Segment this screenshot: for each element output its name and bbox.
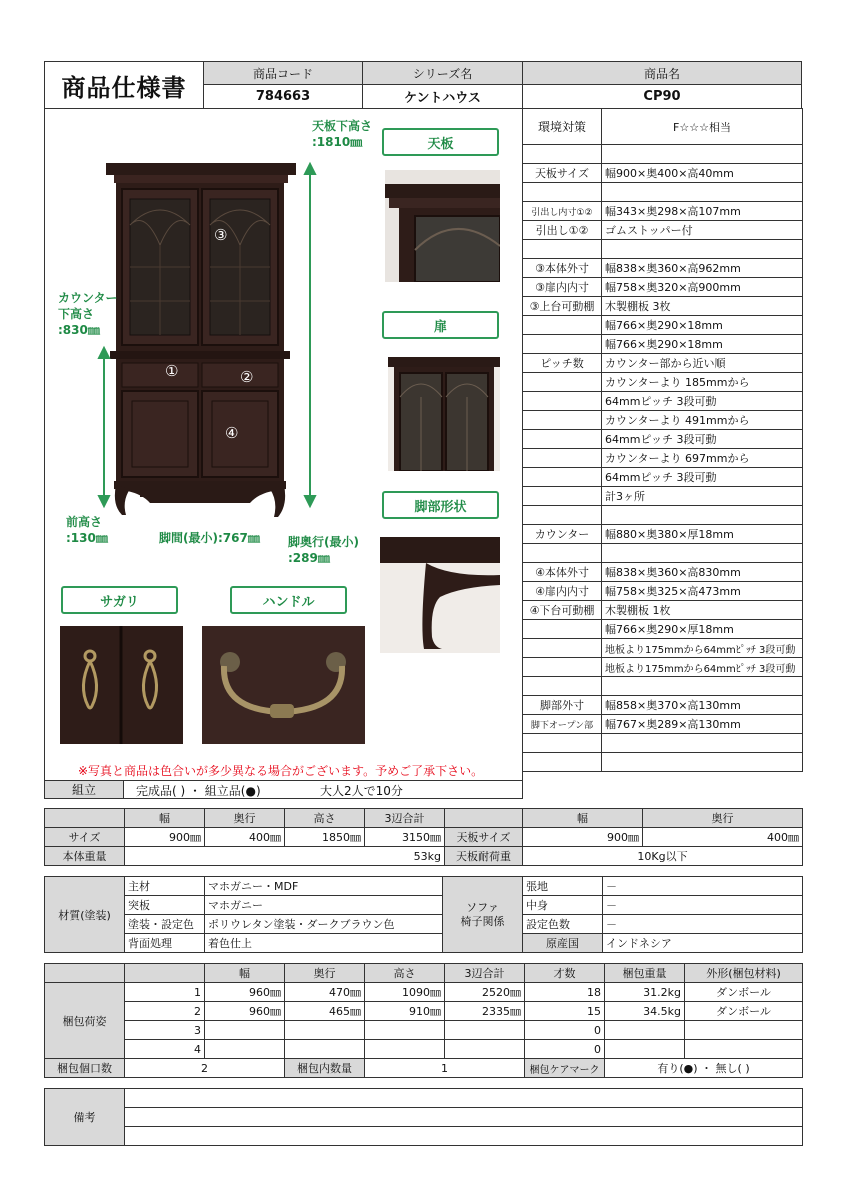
packing-cell-mat xyxy=(685,1040,803,1059)
size-sum: 3150㎜ xyxy=(365,828,445,847)
name-label: 商品名 xyxy=(522,61,802,85)
door-photo xyxy=(388,357,500,471)
spec-row xyxy=(523,392,803,411)
spec-row xyxy=(523,677,803,696)
spec-label xyxy=(523,411,602,430)
sofa-key-1: 張地 xyxy=(523,877,603,896)
spec-label: ピッチ数 xyxy=(523,354,602,373)
weight-value: 53kg xyxy=(125,847,445,866)
spec-value: 幅900×奥400×高40mm xyxy=(602,164,803,183)
spec-value: 木製棚板 3枚 xyxy=(602,297,803,316)
top-header-depth: 奥行 xyxy=(643,809,803,828)
packing-cell-sai: 0 xyxy=(525,1021,605,1040)
packing-row xyxy=(45,1002,803,1021)
material-key-3: 塗装・設定色 xyxy=(125,915,205,934)
spec-value: 計3ヶ所 xyxy=(602,487,803,506)
leg-gap-dim: 脚間(最小):767㎜ xyxy=(159,531,260,545)
spec-label xyxy=(523,487,602,506)
marker-2: ② xyxy=(240,368,254,386)
spec-table xyxy=(522,108,803,772)
packing-cell-mat: ダンボール xyxy=(685,1002,803,1021)
spec-row xyxy=(523,696,803,715)
material-value-4: 着色仕上 xyxy=(205,934,443,953)
handle-label: ハンドル xyxy=(230,586,347,614)
packing-cell-d xyxy=(285,1040,365,1059)
assembly-label: 組立 xyxy=(44,780,124,799)
spec-label xyxy=(523,240,602,259)
spec-row xyxy=(523,582,803,601)
spec-value: 幅758×奥325×高473mm xyxy=(602,582,803,601)
spec-value xyxy=(602,240,803,259)
packing-cell-d xyxy=(285,1021,365,1040)
packing-row xyxy=(45,1021,803,1040)
packing-cell-d: 470㎜ xyxy=(285,983,365,1002)
packing-cell-sai: 0 xyxy=(525,1040,605,1059)
series-value: ケントハウス xyxy=(362,84,523,109)
pack-count-label: 梱包個口数 xyxy=(45,1059,125,1078)
size-header-height: 高さ xyxy=(285,809,365,828)
packing-cell-h xyxy=(365,1021,445,1040)
packing-cell-sai: 15 xyxy=(525,1002,605,1021)
spec-value: 幅880×奥380×厚18mm xyxy=(602,525,803,544)
counter-height-dim: カウンター 下高さ :830㎜ xyxy=(58,291,118,337)
spec-label xyxy=(523,449,602,468)
spec-label xyxy=(523,734,602,753)
packing-footer-row xyxy=(45,1059,803,1078)
spec-label xyxy=(523,316,602,335)
material-value-2: マホガニー xyxy=(205,896,443,915)
spec-label: 引出し①② xyxy=(523,221,602,240)
spec-label xyxy=(523,506,602,525)
spec-label xyxy=(523,392,602,411)
weight-label: 本体重量 xyxy=(45,847,125,866)
top-size-label: 天板サイズ xyxy=(445,828,523,847)
packing-label: 梱包荷姿 xyxy=(45,983,125,1059)
packing-cell-sum: 2335㎜ xyxy=(445,1002,525,1021)
size-header-depth: 奥行 xyxy=(205,809,285,828)
pack-inner-value: 1 xyxy=(365,1059,525,1078)
spec-value: 幅766×奥290×18mm xyxy=(602,335,803,354)
pack-care-label: 梱包ケアマーク xyxy=(525,1059,605,1078)
spec-row xyxy=(523,109,803,145)
packing-cell-sum: 2520㎜ xyxy=(445,983,525,1002)
packing-cell-w: 960㎜ xyxy=(205,983,285,1002)
spec-label xyxy=(523,373,602,392)
door-label: 扉 xyxy=(382,311,499,339)
front-height-dim: 前高さ :130㎜ xyxy=(66,515,108,545)
material-value-1: マホガニー・MDF xyxy=(205,877,443,896)
spec-label: ③上台可動棚 xyxy=(523,297,602,316)
pack-count-value: 2 xyxy=(125,1059,285,1078)
spec-value xyxy=(602,734,803,753)
material-key-4: 背面処理 xyxy=(125,934,205,953)
top-photo xyxy=(385,170,500,282)
spec-row xyxy=(523,753,803,772)
spec-value: カウンターより 491mmから xyxy=(602,411,803,430)
top-size-depth: 400㎜ xyxy=(643,828,803,847)
series-label: シリーズ名 xyxy=(362,61,523,85)
material-value-3: ポリウレタン塗装・ダークブラウン色 xyxy=(205,915,443,934)
pack-header-material: 外形(梱包材料) xyxy=(685,964,803,983)
pack-care-value: 有り(●) ・ 無し( ) xyxy=(605,1059,803,1078)
packing-cell-h: 1090㎜ xyxy=(365,983,445,1002)
spec-label: ③本体外寸 xyxy=(523,259,602,278)
spec-value xyxy=(602,677,803,696)
spec-label xyxy=(523,145,602,164)
spec-label: 脚下オープン部 xyxy=(523,715,602,734)
spec-row xyxy=(523,430,803,449)
top-load-label: 天板耐荷重 xyxy=(445,847,523,866)
packing-cell-kg: 34.5kg xyxy=(605,1002,685,1021)
sagari-label: サガリ xyxy=(61,586,178,614)
packing-cell-mat: ダンボール xyxy=(685,983,803,1002)
pack-header-height: 高さ xyxy=(365,964,445,983)
assembly-time: 大人2人で10分 xyxy=(320,784,403,798)
pack-header-weight: 梱包重量 xyxy=(605,964,685,983)
spec-label xyxy=(523,183,602,202)
packing-cell-w xyxy=(205,1021,285,1040)
spec-label: 天板サイズ xyxy=(523,164,602,183)
spec-label xyxy=(523,639,602,658)
spec-row xyxy=(523,354,803,373)
material-label: 材質(塗装) xyxy=(45,877,125,953)
packing-cell-kg: 31.2kg xyxy=(605,983,685,1002)
spec-row xyxy=(523,335,803,354)
spec-label: ④本体外寸 xyxy=(523,563,602,582)
spec-label xyxy=(523,544,602,563)
spec-row xyxy=(523,487,803,506)
spec-value: カウンター部から近い順 xyxy=(602,354,803,373)
spec-value: 幅838×奥360×高962mm xyxy=(602,259,803,278)
spec-label xyxy=(523,677,602,696)
spec-label: 環境対策 xyxy=(523,109,602,145)
material-table xyxy=(44,876,803,953)
spec-value: 幅767×奥289×高130mm xyxy=(602,715,803,734)
spec-label xyxy=(523,658,602,677)
spec-value: F☆☆☆相当 xyxy=(602,109,803,145)
pack-header-depth: 奥行 xyxy=(285,964,365,983)
handle-photo xyxy=(202,626,365,744)
photo-notice: ※写真と商品は色合いが多少異なる場合がございます。予めご了承下さい。 xyxy=(78,764,484,778)
spec-row xyxy=(523,506,803,525)
spec-row xyxy=(523,202,803,221)
packing-cell-w xyxy=(205,1040,285,1059)
packing-cell-no: 4 xyxy=(125,1040,205,1059)
spec-label: ④下台可動棚 xyxy=(523,601,602,620)
spec-row xyxy=(523,316,803,335)
spec-row xyxy=(523,297,803,316)
top-height-dim: 天板下高さ :1810㎜ xyxy=(312,119,373,149)
spec-row xyxy=(523,411,803,430)
remarks-label: 備考 xyxy=(45,1089,125,1146)
packing-cell-h: 910㎜ xyxy=(365,1002,445,1021)
assembly-option: 完成品( ) ・ 組立品(●) xyxy=(136,784,261,798)
spec-value: 64mmピッチ 3段可動 xyxy=(602,468,803,487)
packing-cell-no: 1 xyxy=(125,983,205,1002)
spec-value: 幅766×奥290×18mm xyxy=(602,316,803,335)
spec-value: 64mmピッチ 3段可動 xyxy=(602,430,803,449)
packing-cell-sum xyxy=(445,1040,525,1059)
spec-row xyxy=(523,240,803,259)
sofa-key-2: 中身 xyxy=(523,896,603,915)
packing-cell-no: 2 xyxy=(125,1002,205,1021)
spec-value xyxy=(602,183,803,202)
spec-row xyxy=(523,183,803,202)
spec-row xyxy=(523,259,803,278)
packing-cell-h xyxy=(365,1040,445,1059)
material-key-1: 主材 xyxy=(125,877,205,896)
packing-row xyxy=(45,983,803,1002)
top-size-width: 900㎜ xyxy=(523,828,643,847)
spec-row xyxy=(523,145,803,164)
spec-value xyxy=(602,544,803,563)
packing-cell-kg xyxy=(605,1040,685,1059)
sofa-key-3: 設定色数 xyxy=(523,915,603,934)
code-value: 784663 xyxy=(203,84,363,109)
spec-label xyxy=(523,620,602,639)
name-value: CP90 xyxy=(522,84,802,109)
top-header-width: 幅 xyxy=(523,809,643,828)
spec-value xyxy=(602,145,803,164)
marker-4: ④ xyxy=(225,424,239,442)
spec-row xyxy=(523,468,803,487)
spec-row xyxy=(523,544,803,563)
size-width: 900㎜ xyxy=(125,828,205,847)
spec-value: 幅343×奥298×高107mm xyxy=(602,202,803,221)
spec-label xyxy=(523,468,602,487)
spec-label xyxy=(523,753,602,772)
packing-cell-mat xyxy=(685,1021,803,1040)
leg-photo xyxy=(380,537,500,653)
spec-label: ③扉内内寸 xyxy=(523,278,602,297)
spec-label: ④扉内内寸 xyxy=(523,582,602,601)
sofa-value-3: － xyxy=(603,915,803,934)
spec-row xyxy=(523,525,803,544)
size-height: 1850㎜ xyxy=(285,828,365,847)
marker-1: ① xyxy=(165,362,179,380)
spec-row xyxy=(523,164,803,183)
spec-value: 木製棚板 1枚 xyxy=(602,601,803,620)
packing-cell-sai: 18 xyxy=(525,983,605,1002)
spec-row xyxy=(523,601,803,620)
spec-value: 幅766×奥290×厚18mm xyxy=(602,620,803,639)
spec-value xyxy=(602,753,803,772)
spec-value: カウンターより 697mmから xyxy=(602,449,803,468)
pack-inner-label: 梱包内数量 xyxy=(285,1059,365,1078)
size-header-sum: 3辺合計 xyxy=(365,809,445,828)
remarks-table xyxy=(44,1088,803,1146)
spec-row xyxy=(523,221,803,240)
sofa-label: ソファ 椅子関係 xyxy=(443,877,523,953)
spec-value: カウンターより 185mmから xyxy=(602,373,803,392)
sofa-value-1: － xyxy=(603,877,803,896)
spec-row xyxy=(523,563,803,582)
spec-label: 脚部外寸 xyxy=(523,696,602,715)
marker-3: ③ xyxy=(214,226,228,244)
spec-value: 幅838×奥360×高830mm xyxy=(602,563,803,582)
size-header-width: 幅 xyxy=(125,809,205,828)
spec-row xyxy=(523,449,803,468)
packing-table xyxy=(44,963,803,1078)
packing-cell-kg xyxy=(605,1021,685,1040)
spec-value: 地板より175mmから64mmﾋﾟｯﾁ 3段可動 xyxy=(602,658,803,677)
spec-value: 64mmピッチ 3段可動 xyxy=(602,392,803,411)
spec-row xyxy=(523,639,803,658)
spec-row xyxy=(523,658,803,677)
spec-row xyxy=(523,715,803,734)
top-label: 天板 xyxy=(382,128,499,156)
spec-label: 引出し内寸①② xyxy=(523,202,602,221)
spec-value: 幅758×奥320×高900mm xyxy=(602,278,803,297)
size-depth: 400㎜ xyxy=(205,828,285,847)
spec-label xyxy=(523,430,602,449)
sofa-value-4: インドネシア xyxy=(603,934,803,953)
sagari-photo xyxy=(60,626,183,744)
spec-row xyxy=(523,620,803,639)
material-key-2: 突板 xyxy=(125,896,205,915)
packing-cell-d: 465㎜ xyxy=(285,1002,365,1021)
spec-value: 地板より175mmから64mmﾋﾟｯﾁ 3段可動 xyxy=(602,639,803,658)
code-label: 商品コード xyxy=(203,61,363,85)
doc-title: 商品仕様書 xyxy=(44,61,204,109)
spec-label xyxy=(523,335,602,354)
sofa-key-4: 原産国 xyxy=(523,934,603,953)
size-table xyxy=(44,808,803,866)
packing-cell-w: 960㎜ xyxy=(205,1002,285,1021)
pack-header-sum: 3辺合計 xyxy=(445,964,525,983)
leg-depth-dim: 脚奥行(最小) :289㎜ xyxy=(288,535,359,565)
spec-row xyxy=(523,373,803,392)
packing-row xyxy=(45,1040,803,1059)
packing-cell-sum xyxy=(445,1021,525,1040)
packing-cell-no: 3 xyxy=(125,1021,205,1040)
spec-label: カウンター xyxy=(523,525,602,544)
leg-label: 脚部形状 xyxy=(382,491,499,519)
sofa-value-2: － xyxy=(603,896,803,915)
size-label: サイズ xyxy=(45,828,125,847)
spec-value xyxy=(602,506,803,525)
pack-header-width: 幅 xyxy=(205,964,285,983)
spec-row xyxy=(523,734,803,753)
spec-value: 幅858×奥370×高130mm xyxy=(602,696,803,715)
spec-row xyxy=(523,278,803,297)
spec-value: ゴムストッパー付 xyxy=(602,221,803,240)
top-load-value: 10Kg以下 xyxy=(523,847,803,866)
pack-header-sai: 才数 xyxy=(525,964,605,983)
